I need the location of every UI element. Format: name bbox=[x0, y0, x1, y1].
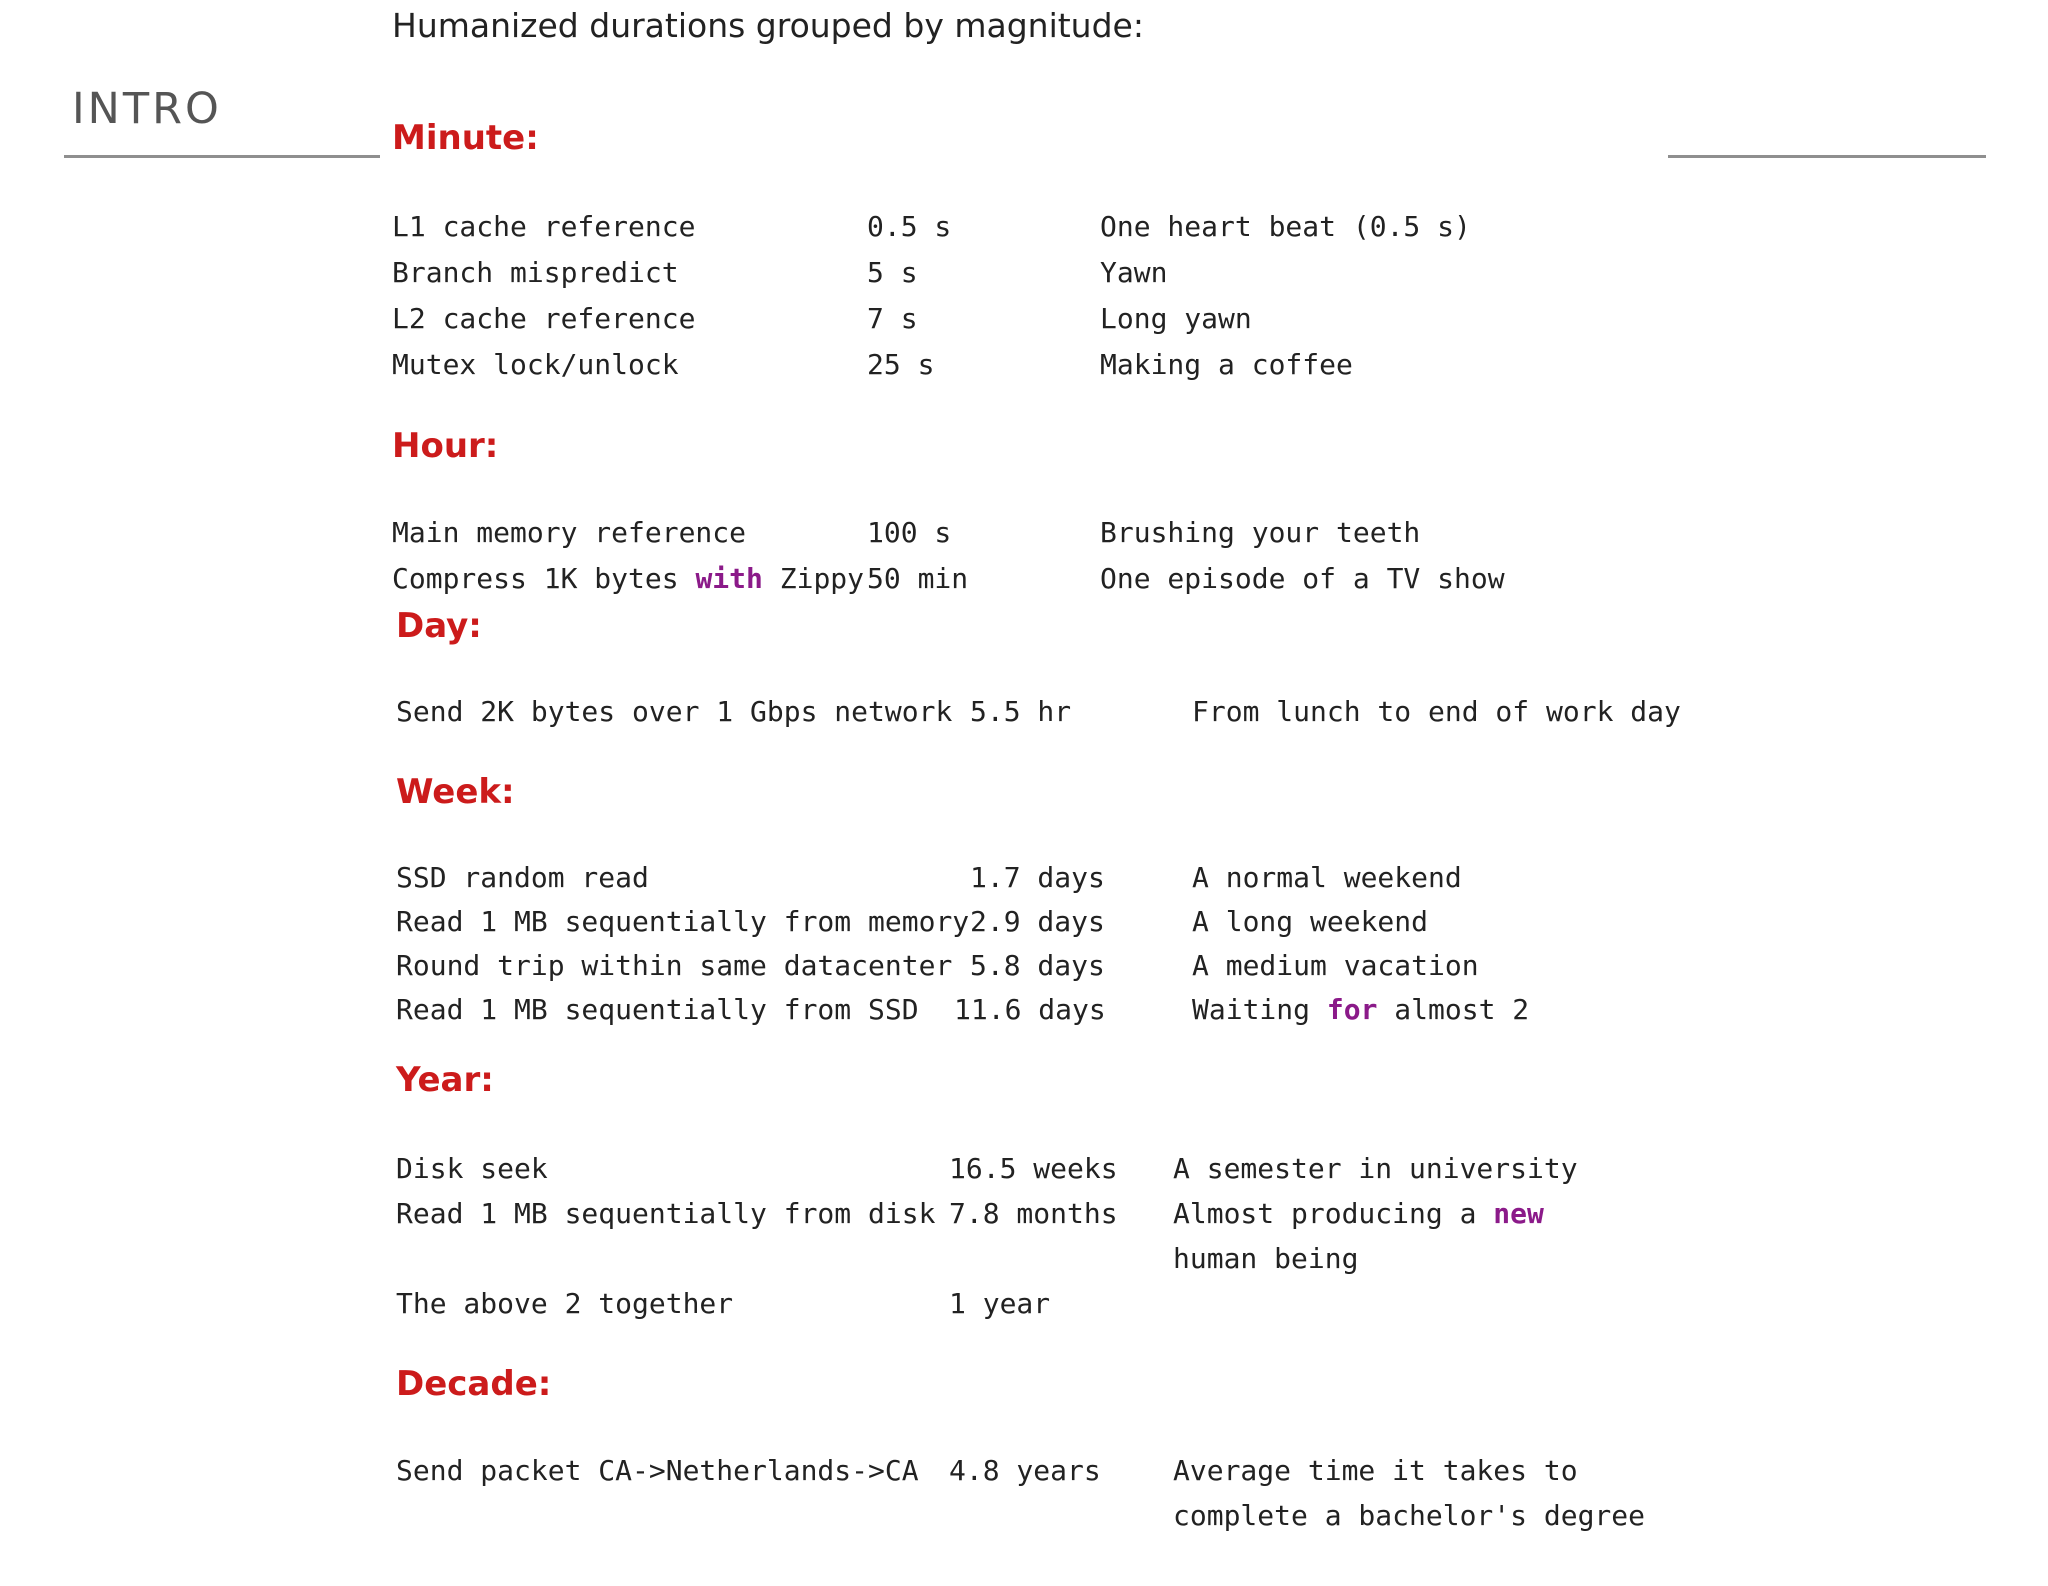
row-operation: Read 1 MB sequentially from SSD bbox=[396, 993, 919, 1026]
section-heading-decade: Decade: bbox=[396, 1364, 552, 1404]
row-operation: L1 cache reference bbox=[392, 210, 696, 243]
row-duration: 0.5 s bbox=[867, 210, 952, 243]
row-duration: 100 s bbox=[867, 516, 952, 549]
row-analogy: From lunch to end of work day bbox=[1192, 695, 1681, 728]
row-operation: Branch mispredict bbox=[392, 256, 679, 289]
row-analogy bbox=[1173, 1197, 1544, 1230]
row-analogy-continued: human being bbox=[1173, 1242, 1359, 1275]
operation-text: Zippy bbox=[762, 562, 865, 595]
row-duration: 5 s bbox=[867, 256, 918, 289]
row-duration: 5.8 days bbox=[970, 949, 1105, 982]
analogy-text: Almost producing a bbox=[1173, 1197, 1494, 1230]
row-analogy: One episode of a TV show bbox=[1100, 562, 1505, 595]
row-analogy: Brushing your teeth bbox=[1100, 516, 1421, 549]
keyword-highlight: new bbox=[1493, 1197, 1544, 1230]
row-duration: 5.5 hr bbox=[970, 695, 1072, 728]
sidebar-rule-left bbox=[64, 155, 380, 158]
row-analogy: Yawn bbox=[1100, 256, 1168, 289]
row-duration: 50 min bbox=[867, 562, 969, 595]
section-heading-hour: Hour: bbox=[392, 426, 499, 466]
row-duration: 16.5 weeks bbox=[949, 1152, 1118, 1185]
sidebar-rule-right bbox=[1668, 155, 1986, 158]
row-analogy: Average time it takes to bbox=[1173, 1454, 1578, 1487]
row-operation: Round trip within same datacenter bbox=[396, 949, 953, 982]
section-heading-year: Year: bbox=[396, 1060, 494, 1100]
operation-text: Compress 1K bytes bbox=[392, 562, 696, 595]
row-operation: The above 2 together bbox=[396, 1287, 734, 1320]
row-analogy: A semester in university bbox=[1173, 1152, 1578, 1185]
row-operation: Send 2K bytes over 1 Gbps network bbox=[396, 695, 953, 728]
keyword-highlight: for bbox=[1326, 993, 1378, 1026]
row-operation: Main memory reference bbox=[392, 516, 747, 549]
row-operation: Mutex lock/unlock bbox=[392, 348, 679, 381]
row-analogy: A medium vacation bbox=[1192, 949, 1479, 982]
analogy-text: almost 2 bbox=[1377, 993, 1530, 1026]
table-row-continuation bbox=[396, 1499, 1646, 1565]
row-duration: 2.9 days bbox=[970, 905, 1105, 938]
row-operation bbox=[392, 562, 864, 595]
row-analogy bbox=[1192, 993, 1529, 1026]
row-duration: 11.6 days bbox=[954, 993, 1106, 1026]
sidebar-label: INTRO bbox=[72, 84, 222, 134]
row-duration: 4.8 years bbox=[949, 1454, 1101, 1487]
clipped-row-container bbox=[396, 990, 1596, 1046]
row-operation: Disk seek bbox=[396, 1152, 548, 1185]
row-analogy: A long weekend bbox=[1192, 905, 1429, 938]
row-operation: Send packet CA->Netherlands->CA bbox=[396, 1454, 919, 1487]
table-row bbox=[396, 993, 1530, 1046]
row-analogy: A normal weekend bbox=[1192, 861, 1462, 894]
intro-heading: Humanized durations grouped by magnitude: bbox=[392, 6, 1144, 45]
row-analogy: One heart beat (0.5 s) bbox=[1100, 210, 1471, 243]
row-duration: 1 year bbox=[949, 1287, 1051, 1320]
row-operation: L2 cache reference bbox=[392, 302, 696, 335]
row-duration: 25 s bbox=[867, 348, 935, 381]
row-duration: 1.7 days bbox=[970, 861, 1105, 894]
row-duration: 7 s bbox=[867, 302, 918, 335]
section-heading-day: Day: bbox=[396, 606, 482, 646]
analogy-text: Waiting bbox=[1192, 993, 1327, 1026]
keyword-highlight: with bbox=[695, 562, 763, 595]
section-heading-week: Week: bbox=[396, 772, 515, 812]
row-operation: SSD random read bbox=[396, 861, 649, 894]
row-analogy: Making a coffee bbox=[1100, 348, 1353, 381]
row-analogy-continued: complete a bachelor's degree bbox=[1173, 1499, 1646, 1532]
row-analogy: Long yawn bbox=[1100, 302, 1252, 335]
row-duration: 7.8 months bbox=[949, 1197, 1118, 1230]
row-operation: Read 1 MB sequentially from disk bbox=[396, 1197, 936, 1230]
section-heading-minute: Minute: bbox=[392, 118, 539, 158]
row-operation: Read 1 MB sequentially from memory bbox=[396, 905, 970, 938]
